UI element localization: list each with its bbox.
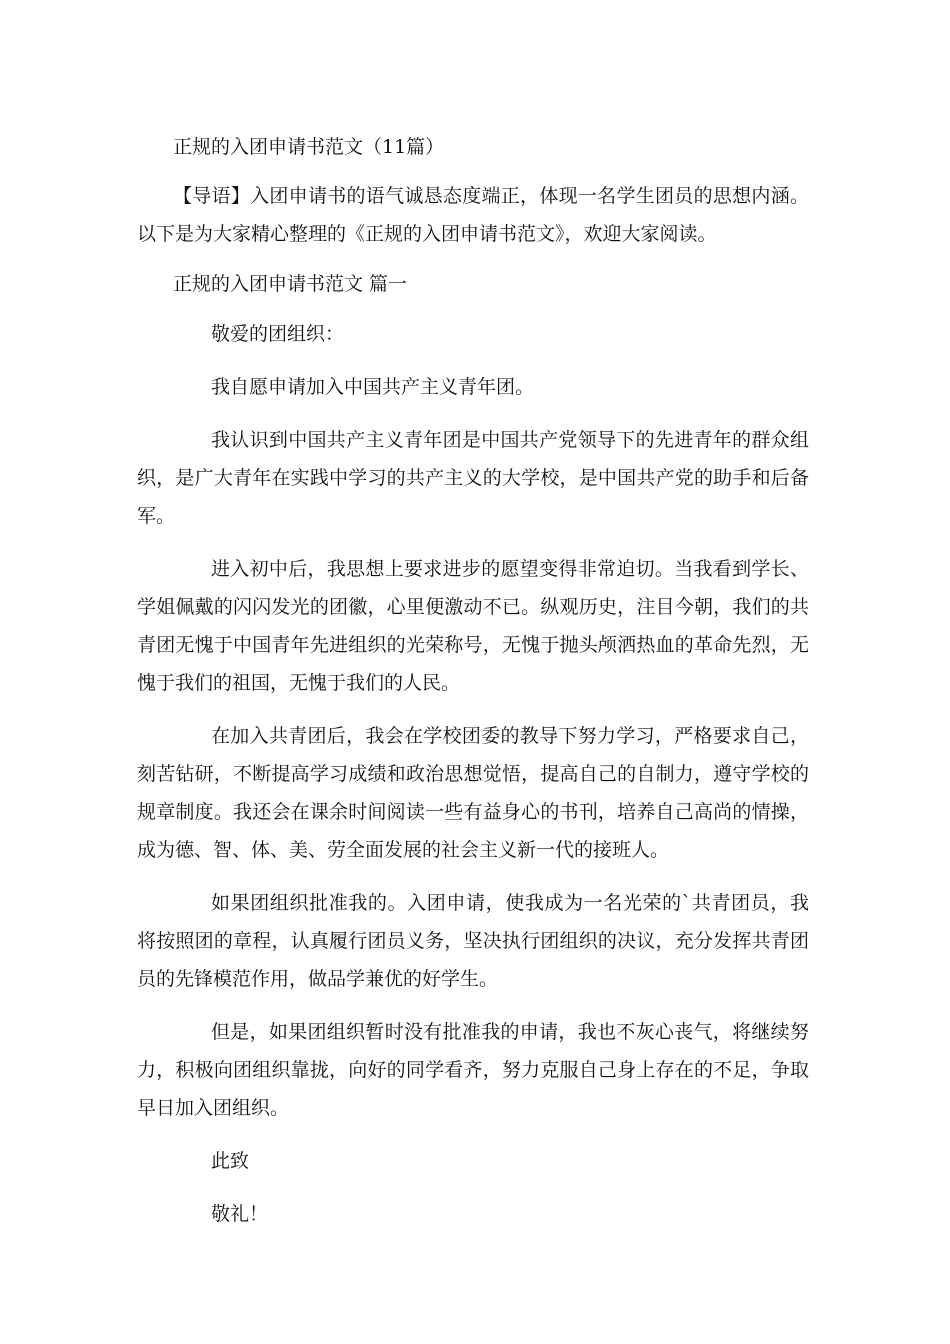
- document-title: 正规的入团申请书范文（11篇）: [173, 136, 445, 158]
- body-paragraph-5: 如果团组织批准我的。入团申请，使我成为一名光荣的`共青团员，我将按照团的章程，认真履行团员义务，坚决执行团组织的决议，充分发挥共青团员的先锋模范作用，做品学兼优的好学生。: [137, 892, 809, 990]
- body-paragraph-3: 进入初中后，我思想上要求进步的愿望变得非常迫切。当我看到学长、学姐佩戴的闪闪发光的团徽，心里便激动不已。纵观历史，注目今朝，我们的共青团无愧于中国青年先进组织的光荣称号，无愧于抛头颅洒热血的革命先烈，无愧于我们的祖国，无愧于我们的人民。: [137, 558, 809, 694]
- closing-line-2: 敬礼！: [211, 1203, 269, 1225]
- intro-paragraph: 【导语】入团申请书的语气诚恳态度端正，体现一名学生团员的思想内涵。以下是为大家精心整理的《正规的入团申请书范文》，欢迎大家阅读。: [137, 185, 809, 245]
- closing-line-1: 此致: [211, 1150, 250, 1172]
- section-heading: 正规的入团申请书范文 篇一: [173, 273, 408, 295]
- salutation: 敬爱的团组织：: [211, 323, 345, 345]
- body-paragraph-6: 但是，如果团组织暂时没有批准我的申请，我也不灰心丧气，将继续努力，积极向团组织靠拢，向好的同学看齐，努力克服自己身上存在的不足，争取早日加入团组织。: [137, 1021, 809, 1119]
- body-paragraph-4: 在加入共青团后，我会在学校团委的教导下努力学习，严格要求自己，刻苦钻研，不断提高学习成绩和政治思想觉悟，提高自己的自制力，遵守学校的规章制度。我还会在课余时间阅读一些有益身心的书刊，培养自己高尚的情操，成为德、智、体、美、劳全面发展的社会主义新一代的接班人。: [137, 725, 809, 861]
- body-paragraph-2: 我认识到中国共产主义青年团是中国共产党领导下的先进青年的群众组织，是广大青年在实践中学习的共产主义的大学校，是中国共产党的助手和后备军。: [137, 429, 809, 527]
- body-paragraph-1: 我自愿申请加入中国共产主义青年团。: [211, 376, 535, 398]
- document-body: [137, 128, 809, 1248]
